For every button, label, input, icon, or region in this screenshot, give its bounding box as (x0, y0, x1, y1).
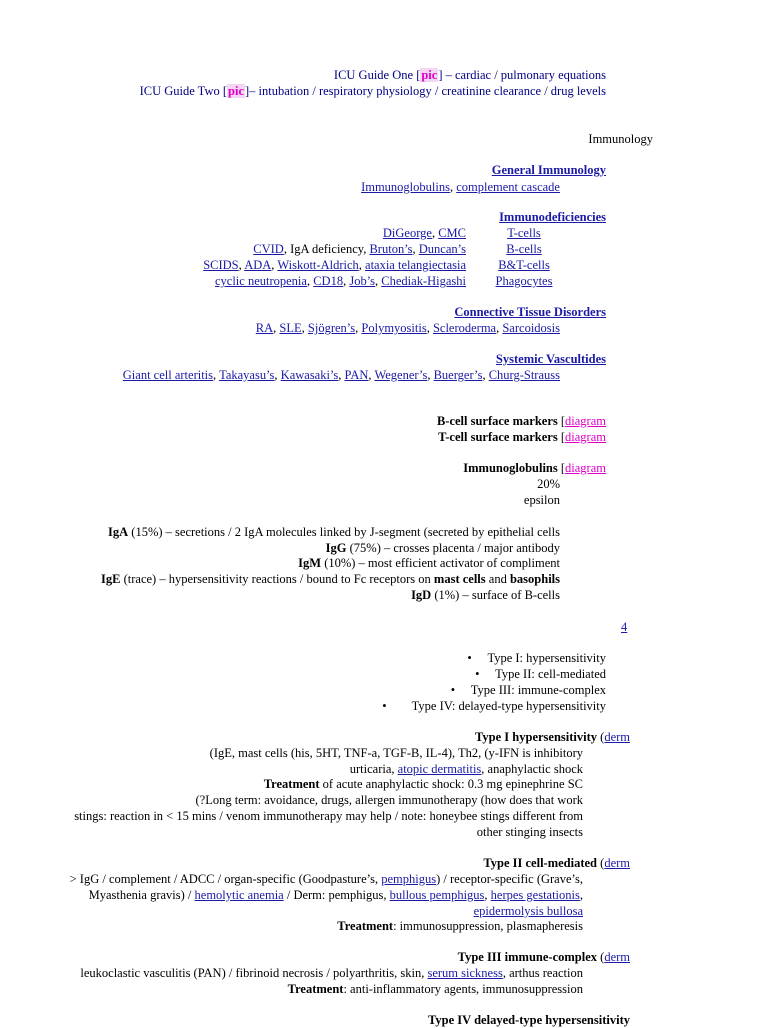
brutons-link[interactable]: Bruton’s (369, 242, 413, 256)
immunodeficiency-row-bt: SCIDS, ADA, Wiskott-Aldrich, ataxia telangiectasia (203, 258, 466, 272)
general-immunology-heading[interactable]: General Immunology (491, 163, 606, 177)
ig-epsilon: epsilon (523, 493, 560, 507)
icu-guide-two-title: ICU Guide Two (139, 84, 220, 98)
sjogrens-link[interactable]: Sjögren’s (307, 321, 356, 335)
hemolytic-anemia-link[interactable]: hemolytic anemia (194, 888, 284, 902)
type1-line4: (?Long term: avoidance, drugs, allergen immunotherapy (how does that work (195, 793, 583, 807)
icu-guide-two: ICU Guide Two [pic]– intubation / respiratory physiology / creatinine clearance / drug levels (139, 84, 606, 98)
digeorge-link[interactable]: DiGeorge (382, 226, 432, 240)
cvid-link[interactable]: CVID (253, 242, 284, 256)
sle-link[interactable]: SLE (279, 321, 302, 335)
duncans-link[interactable]: Duncan’s (418, 242, 466, 256)
ataxia-telangiectasia-link[interactable]: ataxia telangiectasia (365, 258, 466, 272)
tcell-markers: T-cell surface markers [diagram (438, 430, 606, 444)
type1-heading: Type I hypersensitivity (derm (475, 730, 630, 744)
chediak-higashi-link[interactable]: Chediak-Higashi (381, 274, 466, 288)
type-list-item-3: • Type III: immune-complex (450, 683, 606, 697)
type3-treatment: Treatment: anti-inflammatory agents, immunosuppression (287, 982, 583, 996)
igm-line: IgM (10%) – most efficient activator of compliment (298, 556, 560, 570)
iga-deficiency-text: IgA deficiency (290, 242, 364, 256)
icu-guide-two-pic-link[interactable]: pic (228, 84, 244, 98)
type1-line6: other stinging insects (476, 825, 583, 839)
ada-link[interactable]: ADA (244, 258, 272, 272)
tcell-diagram-link[interactable]: diagram (565, 430, 606, 444)
immunoglobulins-heading: Immunoglobulins [diagram (463, 461, 606, 475)
scleroderma-link[interactable]: Scleroderma (432, 321, 497, 335)
bcell-diagram-link[interactable]: diagram (565, 414, 606, 428)
ig-diagram-link[interactable]: diagram (565, 461, 606, 475)
type1-line2: urticaria, atopic dermatitis, anaphylactic shock (349, 762, 583, 776)
bullous-pemphigus-link[interactable]: bullous pemphigus (389, 888, 485, 902)
type2-derm-link[interactable]: derm (604, 856, 630, 870)
vasculitides-heading[interactable]: Systemic Vascultides (495, 352, 606, 366)
type1-line1: (IgE, mast cells (his, 5HT, TNF-a, TGF-B, IL-4), Th2, (y-IFN is inhibitory (209, 746, 583, 760)
wiskott-aldrich-link[interactable]: Wiskott-Aldrich (277, 258, 359, 272)
bullet-icon: • (382, 699, 387, 713)
icu-guide-one-pic-link[interactable]: pic (421, 68, 438, 82)
type2-line3 (474, 903, 583, 919)
type2-line1: > IgG / complement / ADCC / organ-specific (Goodpasture’s, pemphigus) / receptor-specific (Grave’s, (69, 872, 583, 886)
pemphigus-link[interactable]: pemphigus (381, 872, 437, 886)
jobs-link[interactable]: Job’s (349, 274, 376, 288)
type3-derm-link[interactable]: derm (604, 950, 630, 964)
immunodeficiency-row-b: CVID, IgA deficiency, Bruton’s, Duncan’s (253, 242, 466, 256)
type3-line1: leukoclastic vasculitis (PAN) / fibrinoid necrosis / polyarthritis, skin, serum sickness, arthus reaction (80, 966, 583, 980)
ige-line: IgE (trace) – hypersensitivity reactions / bound to Fc receptors on mast cells and basophils (101, 572, 560, 586)
immunodeficiency-row-t: DiGeorge, CMC (382, 226, 466, 240)
complement-cascade-link[interactable]: complement cascade (456, 180, 560, 194)
iga-line: IgA (15%) – secretions / 2 IgA molecules linked by J-segment (secreted by epithelial cells (108, 525, 560, 539)
cmc-link[interactable]: CMC (438, 226, 466, 240)
connective-tissue-links: RA, SLE, Sjögren’s, Polymyositis, Scleroderma, Sarcoidosis (255, 321, 560, 335)
epidermolysis-bullosa-link[interactable]: epidermolysis bullosa (473, 904, 583, 918)
immunodeficiencies-heading[interactable]: Immunodeficiencies (499, 210, 606, 224)
type2-heading: Type II cell-mediated (derm (483, 856, 630, 870)
sarcoidosis-link[interactable]: Sarcoidosis (502, 321, 560, 335)
connective-tissue-heading[interactable]: Connective Tissue Disorders (454, 305, 606, 319)
page-title: Immunology (588, 132, 653, 146)
type4-heading: Type IV delayed-type hypersensitivity (428, 1013, 630, 1027)
bullet-icon: • (467, 651, 472, 665)
phagocytes-link[interactable]: Phagocytes (495, 274, 553, 288)
general-immunology-links: Immunoglobulins, complement cascade (361, 180, 560, 194)
igg-line: IgG (75%) – crosses placenta / major antibody (325, 541, 560, 555)
bullet-icon: • (475, 667, 480, 681)
giant-cell-arteritis-link[interactable]: Giant cell arteritis (122, 368, 214, 382)
icu-guide-two-desc: ]– intubation / respiratory physiology / creatinine clearance / drug levels (245, 84, 606, 98)
herpes-gestationis-link[interactable]: herpes gestationis (490, 888, 580, 902)
type3-heading: Type III immune-complex (derm (457, 950, 630, 964)
type-list-item-2: • Type II: cell-mediated (475, 667, 606, 681)
atopic-dermatitis-link[interactable]: atopic dermatitis (397, 762, 482, 776)
vasculitides-links: Giant cell arteritis, Takayasu’s, Kawasaki’s, PAN, Wegener’s, Buerger’s, Churg-Strauss (122, 368, 560, 382)
cd18-link[interactable]: CD18 (313, 274, 344, 288)
type-list-item-1: • Type I: hypersensitivity (467, 651, 606, 665)
igd-line: IgD (1%) – surface of B-cells (411, 588, 560, 602)
btcells-link[interactable]: B&T-cells (498, 258, 550, 272)
type1-treatment: Treatment of acute anaphylactic shock: 0.3 mg epinephrine SC (263, 777, 583, 791)
ig-percent: 20% (537, 477, 560, 491)
type-list-item-4: • Type IV: delayed-type hypersensitivity (382, 699, 606, 713)
immunodeficiency-row-phagocytes: cyclic neutropenia, CD18, Job’s, Chediak-Higashi (214, 274, 466, 288)
polymyositis-link[interactable]: Polymyositis (361, 321, 427, 335)
pan-link[interactable]: PAN (344, 368, 369, 382)
ra-link[interactable]: RA (255, 321, 274, 335)
tcells-link[interactable]: T-cells (507, 226, 541, 240)
bcells-link[interactable]: B-cells (506, 242, 542, 256)
buergers-link[interactable]: Buerger’s (433, 368, 483, 382)
bullet-icon: • (450, 683, 456, 697)
churg-strauss-link[interactable]: Churg-Strauss (488, 368, 560, 382)
icu-guide-one: ICU Guide One [pic] – cardiac / pulmonary equations (333, 68, 606, 82)
bcell-markers: B-cell surface markers [diagram (436, 414, 606, 428)
immunoglobulins-link[interactable]: Immunoglobulins (361, 180, 450, 194)
cyclic-neutropenia-link[interactable]: cyclic neutropenia (214, 274, 307, 288)
page-number-link[interactable]: 4 (621, 620, 628, 634)
type2-treatment: Treatment: immunosuppression, plasmapheresis (337, 919, 583, 933)
icu-guide-one-title: ICU Guide One (333, 68, 414, 82)
serum-sickness-link[interactable]: serum sickness (427, 966, 503, 980)
takayasus-link[interactable]: Takayasu’s (219, 368, 275, 382)
type1-derm-link[interactable]: derm (604, 730, 630, 744)
kawasakis-link[interactable]: Kawasaki’s (280, 368, 339, 382)
scids-link[interactable]: SCIDS (203, 258, 239, 272)
type1-line5: stings: reaction in < 15 mins / venom immunotherapy may help / note: honeybee stings different from (74, 809, 583, 823)
type2-line2: Myasthenia gravis) / hemolytic anemia / Derm: pemphigus, bullous pemphigus, herpes gestationis, (88, 888, 583, 902)
wegeners-link[interactable]: Wegener’s (374, 368, 428, 382)
icu-guide-one-desc: ] – cardiac / pulmonary equations (438, 68, 606, 82)
